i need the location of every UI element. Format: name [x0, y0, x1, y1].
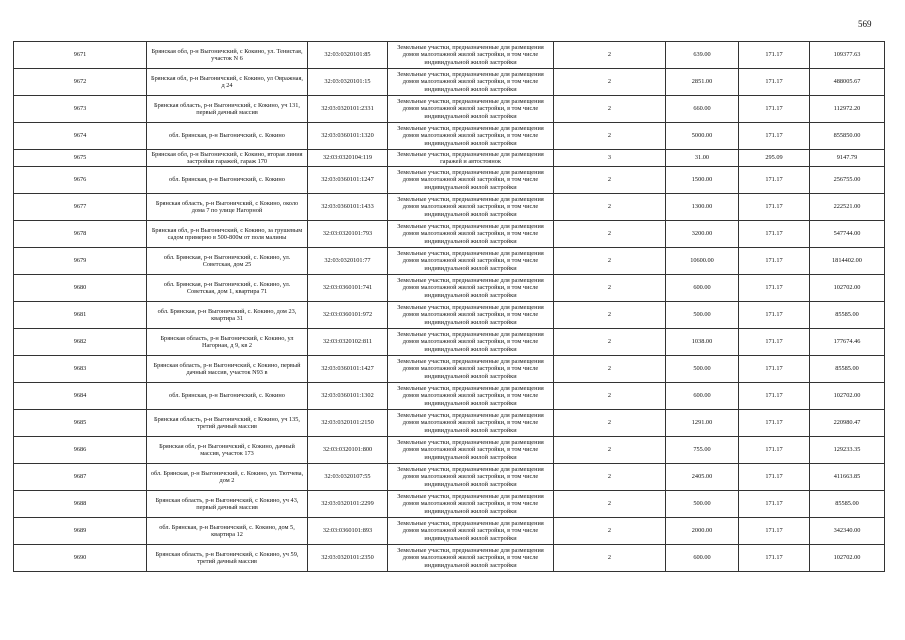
specific-value-cell: 171.17 — [739, 329, 810, 356]
cadastral-value-cell: 102702.00 — [810, 545, 885, 572]
land-use-cell: Земельные участки, предназначенные для размещения гаражей и автостоянок — [388, 150, 554, 167]
cadastral-number-cell: 32:03:0320101:2150 — [308, 410, 388, 437]
cadastral-value-cell: 488005.67 — [810, 69, 885, 96]
land-use-cell: Земельные участки, предназначенные для размещения домов малоэтажной жилой застройки, в том числе индивидуальной жилой застройки — [388, 464, 554, 491]
cadastral-number-cell: 32:03:0360101:972 — [308, 302, 388, 329]
land-use-cell: Земельные участки, предназначенные для размещения домов малоэтажной жилой застройки, в том числе индивидуальной жилой застройки — [388, 356, 554, 383]
land-use-cell: Земельные участки, предназначенные для размещения домов малоэтажной жилой застройки, в том числе индивидуальной жилой застройки — [388, 410, 554, 437]
land-use-cell: Земельные участки, предназначенные для размещения домов малоэтажной жилой застройки, в том числе индивидуальной жилой застройки — [388, 123, 554, 150]
specific-value-cell: 171.17 — [739, 123, 810, 150]
row-number-cell: 9681 — [14, 302, 147, 329]
table-row — [14, 221, 885, 248]
group-cell: 2 — [554, 42, 666, 69]
land-use-cell: Земельные участки, предназначенные для размещения домов малоэтажной жилой застройки, в том числе индивидуальной жилой застройки — [388, 275, 554, 302]
land-use-cell: Земельные участки, предназначенные для размещения домов малоэтажной жилой застройки, в том числе индивидуальной жилой застройки — [388, 248, 554, 275]
land-use-cell: Земельные участки, предназначенные для размещения домов малоэтажной жилой застройки, в том числе индивидуальной жилой застройки — [388, 221, 554, 248]
land-use-cell: Земельные участки, предназначенные для размещения домов малоэтажной жилой застройки, в том числе индивидуальной жилой застройки — [388, 545, 554, 572]
area-cell: 3200.00 — [666, 221, 739, 248]
area-cell: 2851.00 — [666, 69, 739, 96]
address-cell: обл. Брянская, р-н Выгоничский, с. Кокино, ул. Советская, дом 25 — [147, 248, 308, 275]
area-cell: 755.00 — [666, 437, 739, 464]
cadastral-number-cell: 32:03:0320101:77 — [308, 248, 388, 275]
cadastral-value-cell: 222521.00 — [810, 194, 885, 221]
cadastral-number-cell: 32:03:0320107:55 — [308, 464, 388, 491]
address-cell: Брянская обл, р-н Выгоничский, с Кокино, ул. Тенистая, участок N 6 — [147, 42, 308, 69]
address-cell: обл. Брянская, р-н Выгоничский, с. Кокино — [147, 383, 308, 410]
group-cell: 2 — [554, 437, 666, 464]
cadastral-number-cell: 32:03:0360101:741 — [308, 275, 388, 302]
group-cell: 2 — [554, 410, 666, 437]
land-use-cell: Земельные участки, предназначенные для размещения домов малоэтажной жилой застройки, в том числе индивидуальной жилой застройки — [388, 96, 554, 123]
address-cell: Брянская область, р-н Выгоничский, с Кокино, уч 43, первый дачный массив — [147, 491, 308, 518]
row-number-cell: 9686 — [14, 437, 147, 464]
address-cell: Брянская область, р-н Выгоничский, с Кокино, первый дачный массив, участок N93 в — [147, 356, 308, 383]
group-cell: 2 — [554, 221, 666, 248]
land-use-cell: Земельные участки, предназначенные для размещения домов малоэтажной жилой застройки, в том числе индивидуальной жилой застройки — [388, 491, 554, 518]
address-cell: Брянская область, р-н Выгоничский, с Кокино, ул Нагорная, д 9, кв 2 — [147, 329, 308, 356]
specific-value-cell: 171.17 — [739, 545, 810, 572]
table-row — [14, 150, 885, 167]
specific-value-cell: 171.17 — [739, 437, 810, 464]
area-cell: 1500.00 — [666, 167, 739, 194]
address-cell: обл. Брянская, р-н Выгоничский, с. Кокино, ул. Тютчева, дом 2 — [147, 464, 308, 491]
area-cell: 600.00 — [666, 545, 739, 572]
cadastral-number-cell: 32:03:0360101:1247 — [308, 167, 388, 194]
row-number-cell: 9680 — [14, 275, 147, 302]
cadastral-value-cell: 256755.00 — [810, 167, 885, 194]
row-number-cell: 9682 — [14, 329, 147, 356]
specific-value-cell: 171.17 — [739, 464, 810, 491]
row-number-cell: 9677 — [14, 194, 147, 221]
address-cell: обл. Брянская, р-н Выгоничский, с. Кокино — [147, 123, 308, 150]
cadastral-value-cell: 85585.00 — [810, 302, 885, 329]
specific-value-cell: 171.17 — [739, 518, 810, 545]
address-cell: Брянская обл, р-н Выгоничский, с Кокино, дачный массив, участок 173 — [147, 437, 308, 464]
address-cell: обл. Брянская, р-н Выгоничский, с. Кокино, ул. Советская, дом 1, квартира 71 — [147, 275, 308, 302]
group-cell: 2 — [554, 329, 666, 356]
table-row — [14, 545, 885, 572]
specific-value-cell: 171.17 — [739, 248, 810, 275]
address-cell: Брянская обл, р-н Выгоничский, с Кокино, за грушевым садом примерно в 500-800м от поля малины — [147, 221, 308, 248]
cadastral-value-cell: 112972.20 — [810, 96, 885, 123]
specific-value-cell: 171.17 — [739, 194, 810, 221]
table-row — [14, 437, 885, 464]
area-cell: 5000.00 — [666, 123, 739, 150]
row-number-cell: 9690 — [14, 545, 147, 572]
group-cell: 2 — [554, 491, 666, 518]
cadastral-number-cell: 32:03:0320101:85 — [308, 42, 388, 69]
land-use-cell: Земельные участки, предназначенные для размещения домов малоэтажной жилой застройки, в том числе индивидуальной жилой застройки — [388, 302, 554, 329]
address-cell: Брянская обл, р-н Выгоничский, с Кокино, ул Овражная, д 24 — [147, 69, 308, 96]
address-cell: обл. Брянская, р-н Выгоничский, с. Кокино — [147, 167, 308, 194]
area-cell: 500.00 — [666, 491, 739, 518]
area-cell: 1300.00 — [666, 194, 739, 221]
address-cell: обл. Брянская, р-н Выгоничский, с. Кокино, дом 5, квартира 12 — [147, 518, 308, 545]
row-number-cell: 9687 — [14, 464, 147, 491]
specific-value-cell: 295.09 — [739, 150, 810, 167]
area-cell: 1291.00 — [666, 410, 739, 437]
cadastral-number-cell: 32:03:0360101:1302 — [308, 383, 388, 410]
row-number-cell: 9678 — [14, 221, 147, 248]
row-number-cell: 9688 — [14, 491, 147, 518]
land-use-cell: Земельные участки, предназначенные для размещения домов малоэтажной жилой застройки, в том числе индивидуальной жилой застройки — [388, 383, 554, 410]
specific-value-cell: 171.17 — [739, 491, 810, 518]
table-row — [14, 123, 885, 150]
table-row — [14, 518, 885, 545]
area-cell: 31.00 — [666, 150, 739, 167]
cadastral-number-cell: 32:03:0320101:800 — [308, 437, 388, 464]
table-row — [14, 42, 885, 69]
address-cell: Брянская область, р-н Выгоничский, с Кокино, уч 131, первый дачный массив — [147, 96, 308, 123]
cadastral-value-cell: 177674.46 — [810, 329, 885, 356]
cadastral-value-cell: 85585.00 — [810, 356, 885, 383]
cadastral-number-cell: 32:03:0320101:15 — [308, 69, 388, 96]
area-cell: 2405.00 — [666, 464, 739, 491]
group-cell: 3 — [554, 150, 666, 167]
cadastral-value-cell: 109377.63 — [810, 42, 885, 69]
cadastral-value-cell: 220980.47 — [810, 410, 885, 437]
area-cell: 2000.00 — [666, 518, 739, 545]
specific-value-cell: 171.17 — [739, 42, 810, 69]
row-number-cell: 9679 — [14, 248, 147, 275]
address-cell: обл. Брянская, р-н Выгоничский, с. Кокино, дом 23, квартира 31 — [147, 302, 308, 329]
land-use-cell: Земельные участки, предназначенные для размещения домов малоэтажной жилой застройки, в том числе индивидуальной жилой застройки — [388, 194, 554, 221]
table-row — [14, 302, 885, 329]
group-cell: 2 — [554, 383, 666, 410]
cadastral-value-cell: 547744.00 — [810, 221, 885, 248]
specific-value-cell: 171.17 — [739, 221, 810, 248]
specific-value-cell: 171.17 — [739, 302, 810, 329]
cadastral-number-cell: 32:03:0320101:2350 — [308, 545, 388, 572]
group-cell: 2 — [554, 545, 666, 572]
cadastral-number-cell: 32:03:0360101:1433 — [308, 194, 388, 221]
page-number: 569 — [858, 19, 872, 29]
area-cell: 10600.00 — [666, 248, 739, 275]
row-number-cell: 9685 — [14, 410, 147, 437]
row-number-cell: 9684 — [14, 383, 147, 410]
group-cell: 2 — [554, 275, 666, 302]
cadastral-value-cell: 129233.35 — [810, 437, 885, 464]
specific-value-cell: 171.17 — [739, 69, 810, 96]
address-cell: Брянская область, р-н Выгоничский, с Кокино, уч 59, третий дачный массив — [147, 545, 308, 572]
specific-value-cell: 171.17 — [739, 275, 810, 302]
table-row — [14, 329, 885, 356]
group-cell: 2 — [554, 356, 666, 383]
group-cell: 2 — [554, 248, 666, 275]
cadastral-number-cell: 32:03:0320104:119 — [308, 150, 388, 167]
land-use-cell: Земельные участки, предназначенные для размещения домов малоэтажной жилой застройки, в том числе индивидуальной жилой застройки — [388, 518, 554, 545]
area-cell: 660.00 — [666, 96, 739, 123]
group-cell: 2 — [554, 167, 666, 194]
cadastral-value-cell: 85585.00 — [810, 491, 885, 518]
specific-value-cell: 171.17 — [739, 356, 810, 383]
table-row — [14, 167, 885, 194]
table-row — [14, 69, 885, 96]
address-cell: Брянская обл, р-н Выгоничский, с Кокино, вторая линия застройки гаражей, гараж 170 — [147, 150, 308, 167]
area-cell: 600.00 — [666, 383, 739, 410]
specific-value-cell: 171.17 — [739, 383, 810, 410]
row-number-cell: 9675 — [14, 150, 147, 167]
row-number-cell: 9674 — [14, 123, 147, 150]
cadastral-value-cell: 342340.00 — [810, 518, 885, 545]
land-registry-table — [13, 41, 885, 572]
land-use-cell: Земельные участки, предназначенные для размещения домов малоэтажной жилой застройки, в том числе индивидуальной жилой застройки — [388, 69, 554, 96]
table-row — [14, 275, 885, 302]
row-number-cell: 9676 — [14, 167, 147, 194]
table-row — [14, 491, 885, 518]
group-cell: 2 — [554, 123, 666, 150]
group-cell: 2 — [554, 518, 666, 545]
cadastral-value-cell: 102702.00 — [810, 275, 885, 302]
land-use-cell: Земельные участки, предназначенные для размещения домов малоэтажной жилой застройки, в том числе индивидуальной жилой застройки — [388, 329, 554, 356]
address-cell: Брянская область, р-н Выгоничский, с Кокино, уч 135, третий дачный массив — [147, 410, 308, 437]
table-row — [14, 383, 885, 410]
table-row — [14, 356, 885, 383]
table-row — [14, 194, 885, 221]
cadastral-value-cell: 102702.00 — [810, 383, 885, 410]
address-cell: Брянская область, р-н Выгоничский, с Кокино, около дома 7 по улице Нагорной — [147, 194, 308, 221]
area-cell: 500.00 — [666, 302, 739, 329]
row-number-cell: 9689 — [14, 518, 147, 545]
table-body — [14, 42, 885, 572]
area-cell: 1038.00 — [666, 329, 739, 356]
cadastral-number-cell: 32:03:0320102:811 — [308, 329, 388, 356]
group-cell: 2 — [554, 96, 666, 123]
row-number-cell: 9683 — [14, 356, 147, 383]
cadastral-number-cell: 32:03:0360101:893 — [308, 518, 388, 545]
cadastral-number-cell: 32:03:0320101:2331 — [308, 96, 388, 123]
cadastral-value-cell: 1814402.00 — [810, 248, 885, 275]
group-cell: 2 — [554, 194, 666, 221]
cadastral-value-cell: 9147.79 — [810, 150, 885, 167]
area-cell: 639.00 — [666, 42, 739, 69]
land-use-cell: Земельные участки, предназначенные для размещения домов малоэтажной жилой застройки, в том числе индивидуальной жилой застройки — [388, 437, 554, 464]
table-row — [14, 248, 885, 275]
area-cell: 600.00 — [666, 275, 739, 302]
group-cell: 2 — [554, 69, 666, 96]
cadastral-number-cell: 32:03:0320101:793 — [308, 221, 388, 248]
row-number-cell: 9672 — [14, 69, 147, 96]
table-row — [14, 96, 885, 123]
land-use-cell: Земельные участки, предназначенные для размещения домов малоэтажной жилой застройки, в том числе индивидуальной жилой застройки — [388, 42, 554, 69]
cadastral-number-cell: 32:03:0360101:1320 — [308, 123, 388, 150]
specific-value-cell: 171.17 — [739, 410, 810, 437]
cadastral-number-cell: 32:03:0360101:1427 — [308, 356, 388, 383]
table-row — [14, 410, 885, 437]
row-number-cell: 9673 — [14, 96, 147, 123]
row-number-cell: 9671 — [14, 42, 147, 69]
specific-value-cell: 171.17 — [739, 96, 810, 123]
group-cell: 2 — [554, 464, 666, 491]
specific-value-cell: 171.17 — [739, 167, 810, 194]
land-use-cell: Земельные участки, предназначенные для размещения домов малоэтажной жилой застройки, в том числе индивидуальной жилой застройки — [388, 167, 554, 194]
cadastral-value-cell: 411663.85 — [810, 464, 885, 491]
cadastral-number-cell: 32:03:0320101:2299 — [308, 491, 388, 518]
group-cell: 2 — [554, 302, 666, 329]
cadastral-value-cell: 855850.00 — [810, 123, 885, 150]
area-cell: 500.00 — [666, 356, 739, 383]
table-row — [14, 464, 885, 491]
